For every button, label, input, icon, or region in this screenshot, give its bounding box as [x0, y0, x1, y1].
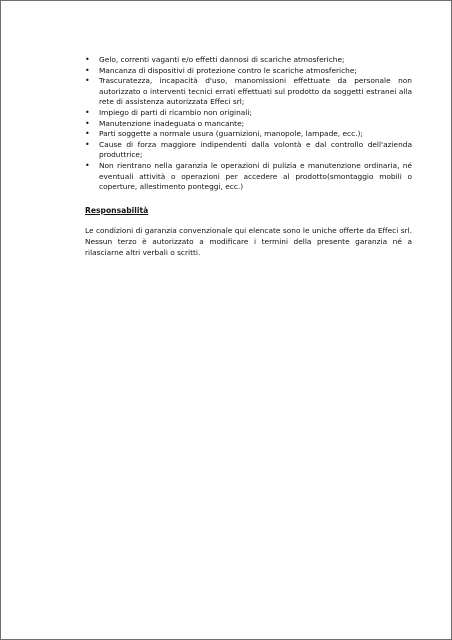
section-heading: Responsabilità	[85, 205, 149, 215]
list-item: • Non rientrano nella garanzia le operazioni di pulizia e manutenzione ordinaria, né eventuali attività o operazioni per accedere al prodotto(smontaggio mobili o coperture, allestimento ponteggi, ecc.)	[85, 161, 412, 193]
list-item: • Cause di forza maggiore indipendenti dalla volontà e dal controllo dell'azienda produttrice;	[85, 140, 412, 161]
list-item: • Trascuratezza, incapacità d'uso, manomissioni effettuate da personale non autorizzato o interventi tecnici errati effettuati sul prodotto da soggetti estranei alla rete di assistenza autorizzata Effeci srl;	[85, 76, 412, 108]
list-item: • Mancanza di dispositivi di protezione contro le scariche atmosferiche;	[85, 66, 412, 77]
list-item: • Gelo, correnti vaganti e/o effetti dannosi di scariche atmosferiche;	[85, 55, 412, 66]
responsibility-paragraph: Le condizioni di garanzia convenzionale qui elencate sono le uniche offerte da Effeci srl. Nessun terzo è autorizzato a modificare i termini della presente garanzia né a rilasciarne altri verbali o scritti.	[85, 226, 412, 257]
page-content	[85, 55, 412, 265]
list-item: • Impiego di parti di ricambio non originali;	[85, 108, 412, 119]
list-item: • Manutenzione inadeguata o mancante;	[85, 119, 412, 130]
list-item: • Parti soggette a normale usura (guarnizioni, manopole, lampade, ecc.);	[85, 129, 412, 140]
exclusion-list	[85, 55, 412, 193]
